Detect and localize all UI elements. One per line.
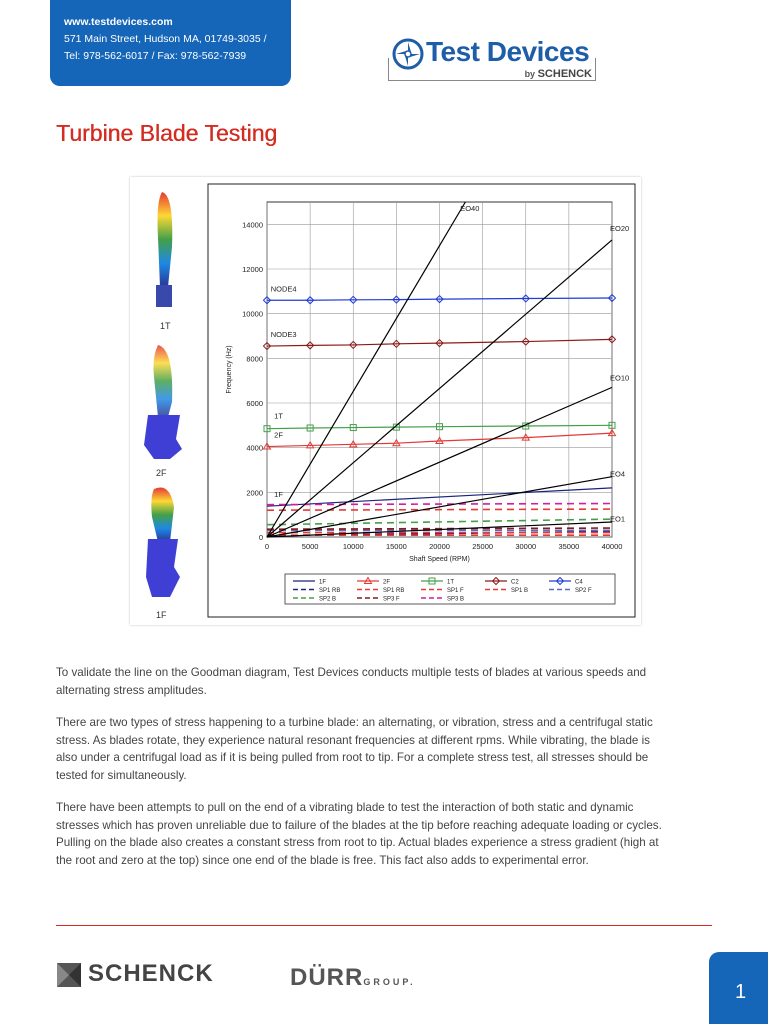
legend-label: 2F: [383, 579, 391, 586]
page-number: 1: [709, 952, 768, 1024]
y-tick-label: 8000: [246, 354, 263, 364]
schenck-logo: [56, 960, 216, 990]
logo-brand-text: Test Devices: [426, 36, 590, 67]
x-tick-label: 25000: [472, 542, 494, 551]
durr-group-text: GROUP.: [363, 977, 416, 987]
engine-order-label: EO40: [460, 203, 480, 213]
legend-label: SP2 B: [319, 596, 337, 603]
x-tick-label: 20000: [429, 542, 450, 551]
y-tick-label: 0: [258, 533, 263, 542]
mode-label: NODE4: [270, 284, 297, 294]
durr-logo: [290, 964, 416, 992]
address-text: 571 Main Street, Hudson MA, 01749-3035 /: [64, 33, 267, 45]
engine-order-label: EO20: [610, 224, 630, 234]
engine-order-label: EO10: [610, 373, 630, 383]
body-text: [56, 664, 672, 884]
engine-order-label: EO1: [610, 514, 626, 524]
turbine-logo-icon: [392, 38, 424, 70]
phone-fax-text: Tel: 978-562-6017 / Fax: 978-562-7939: [64, 50, 247, 62]
legend-label: SP3 B: [447, 596, 465, 603]
y-tick-label: 2000: [246, 488, 263, 498]
x-tick-label: 35000: [558, 542, 580, 551]
mode-label: 1F: [274, 489, 283, 499]
schenck-text: SCHENCK: [88, 960, 214, 987]
figure-svg: [130, 177, 641, 625]
y-axis-label: Frequency (Hz): [226, 345, 233, 394]
blade-label-1f: 1F: [156, 610, 167, 620]
logo-by-word: by: [524, 69, 536, 79]
series-line-sp3-b: [267, 504, 612, 505]
paragraph: To validate the line on the Goodman diagram, Test Devices conducts multiple tests of blades at various speeds and alternating stress amplitudes.: [56, 666, 647, 697]
legend-label: SP1 F: [447, 588, 464, 594]
x-tick-label: 10000: [342, 542, 364, 551]
logo-by-text: [525, 68, 592, 80]
website-link[interactable]: www.testdevices.com: [64, 16, 173, 28]
contact-box: [50, 0, 291, 86]
y-tick-label: 14000: [242, 220, 263, 230]
x-tick-label: 0: [264, 542, 270, 551]
mode-label: NODE3: [270, 330, 297, 340]
legend-label: SP1 B: [511, 588, 529, 594]
schenck-mark-icon: [56, 962, 82, 988]
x-tick-label: 40000: [601, 542, 623, 551]
y-tick-label: 4000: [246, 443, 263, 453]
page-title: Turbine Blade Testing: [56, 120, 278, 146]
legend-label: SP1 RB: [319, 588, 341, 594]
footer-divider: [56, 925, 712, 926]
legend-label: 1F: [319, 579, 327, 586]
legend-label: C2: [511, 579, 519, 586]
x-axis-label: Shaft Speed (RPM): [409, 556, 470, 563]
x-tick-label: 15000: [385, 542, 407, 551]
legend-label: C4: [575, 579, 583, 586]
turbine-arc-decoration: [660, 0, 768, 720]
y-tick-label: 10000: [242, 309, 263, 319]
test-devices-logo: [388, 36, 594, 80]
mode-label: 1T: [274, 411, 283, 421]
paragraph: There have been attempts to pull on the end of a vibrating blade to test the interaction of both static and dynamic stresses which has proven unreliable due to failure of the blades at the tip before reaching adequate loading or cycles. Pulling on the blade also creates a constant stress from root to tip. Actual blades experience a stress gradient (high at the root and zero at the top) since one end of the blade is free. This fact also adds to experimental error.: [56, 801, 662, 867]
logo-parent-text: SCHENCK: [537, 68, 592, 80]
blade-label-1t: 1T: [160, 321, 171, 331]
legend-label: SP1 RB: [383, 588, 405, 594]
blade-label-2f: 2F: [156, 468, 167, 478]
durr-text: DÜRR: [290, 964, 364, 991]
blade-1t-image: [156, 192, 172, 307]
legend-label: 1T: [447, 579, 455, 586]
blade-2f-image: [144, 345, 182, 459]
paragraph: There are two types of stress happening to a turbine blade: an alternating, or vibration, stress and a centrifugal static stress. As blades rotate, they experience natural resonant frequencies at different rpms. While vibrating, the blade is also under a centrifugal load as if it is being pulled from root to tip. For a complete stress test, all stresses should be tested for simultaneously.: [56, 716, 653, 782]
blade-1f-image: [146, 487, 180, 597]
x-tick-label: 30000: [515, 542, 537, 551]
legend-label: SP2 F: [575, 588, 592, 594]
legend-label: SP3 F: [383, 596, 400, 603]
campbell-figure: [130, 177, 641, 625]
y-tick-label: 6000: [246, 399, 263, 408]
x-tick-label: 5000: [301, 542, 319, 551]
y-tick-label: 12000: [242, 265, 263, 274]
mode-label: 2F: [274, 430, 283, 440]
series-line-sp1-b: [267, 509, 612, 510]
engine-order-label: EO4: [610, 469, 626, 479]
